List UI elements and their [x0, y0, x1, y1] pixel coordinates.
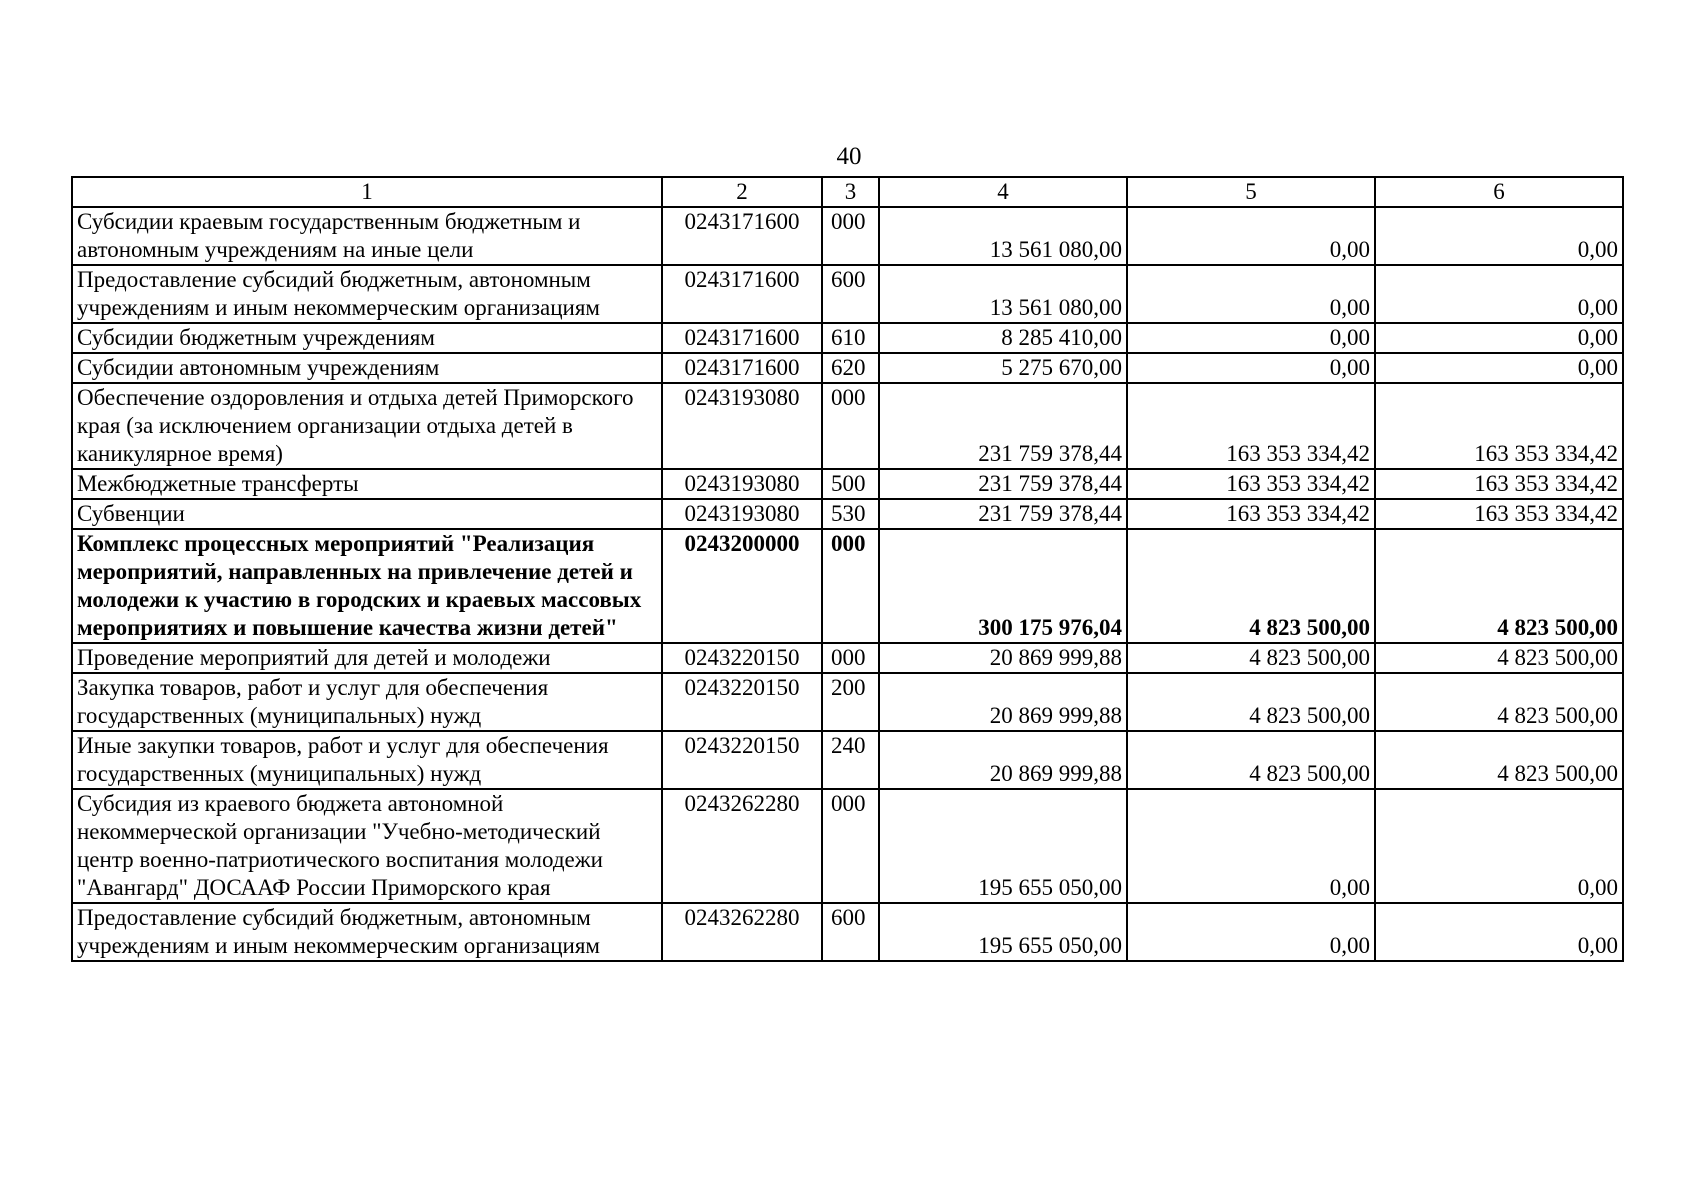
amount-col4-cell: 231 759 378,44 [879, 499, 1127, 529]
amount-col6-cell: 0,00 [1375, 789, 1623, 903]
amount-col5-cell: 0,00 [1127, 265, 1375, 323]
row-name-cell: Закупка товаров, работ и услуг для обеспечения государственных (муниципальных) нужд [72, 673, 662, 731]
amount-col4-cell: 231 759 378,44 [879, 469, 1127, 499]
budget-code-cell: 0243262280 [662, 789, 822, 903]
row-name-cell: Субсидии автономным учреждениям [72, 353, 662, 383]
column-header: 1 [72, 177, 662, 207]
row-name-cell: Обеспечение оздоровления и отдыха детей Приморского края (за исключением организации отдыха детей в каникулярное время) [72, 383, 662, 469]
expense-type-cell: 620 [822, 353, 879, 383]
amount-col5-cell: 0,00 [1127, 353, 1375, 383]
table-row [72, 265, 1623, 323]
amount-col5-cell: 4 823 500,00 [1127, 643, 1375, 673]
expense-type-cell: 000 [822, 529, 879, 643]
amount-col4-cell: 20 869 999,88 [879, 731, 1127, 789]
row-name-cell: Субвенции [72, 499, 662, 529]
amount-col6-cell: 4 823 500,00 [1375, 643, 1623, 673]
row-name-cell: Иные закупки товаров, работ и услуг для обеспечения государственных (муниципальных) нужд [72, 731, 662, 789]
budget-code-cell: 0243220150 [662, 731, 822, 789]
budget-code-cell: 0243171600 [662, 265, 822, 323]
row-name-cell: Субсидии бюджетным учреждениям [72, 323, 662, 353]
amount-col4-cell: 8 285 410,00 [879, 323, 1127, 353]
row-name-cell: Предоставление субсидий бюджетным, автономным учреждениям и иным некоммерческим организациям [72, 903, 662, 961]
amount-col6-cell: 0,00 [1375, 323, 1623, 353]
column-header: 3 [822, 177, 879, 207]
amount-col5-cell: 4 823 500,00 [1127, 529, 1375, 643]
amount-col5-cell: 0,00 [1127, 789, 1375, 903]
amount-col6-cell: 163 353 334,42 [1375, 499, 1623, 529]
expense-type-cell: 600 [822, 903, 879, 961]
table-row [72, 499, 1623, 529]
table-row [72, 383, 1623, 469]
amount-col4-cell: 300 175 976,04 [879, 529, 1127, 643]
table-row [72, 789, 1623, 903]
amount-col6-cell: 4 823 500,00 [1375, 673, 1623, 731]
amount-col5-cell: 163 353 334,42 [1127, 499, 1375, 529]
row-name-cell: Комплекс процессных мероприятий "Реализация мероприятий, направленных на привлечение детей и молодежи к участию в городских и краевых массовых мероприятиях и повышение качества жизни детей" [72, 529, 662, 643]
amount-col6-cell: 0,00 [1375, 903, 1623, 961]
expense-type-cell: 610 [822, 323, 879, 353]
amount-col4-cell: 20 869 999,88 [879, 643, 1127, 673]
budget-code-cell: 0243193080 [662, 499, 822, 529]
amount-col5-cell: 0,00 [1127, 903, 1375, 961]
table-row [72, 903, 1623, 961]
amount-col6-cell: 0,00 [1375, 265, 1623, 323]
header-row [72, 177, 1623, 207]
budget-code-cell: 0243220150 [662, 673, 822, 731]
amount-col6-cell: 4 823 500,00 [1375, 731, 1623, 789]
amount-col5-cell: 0,00 [1127, 207, 1375, 265]
amount-col5-cell: 4 823 500,00 [1127, 673, 1375, 731]
table-row [72, 643, 1623, 673]
amount-col4-cell: 13 561 080,00 [879, 265, 1127, 323]
column-header: 2 [662, 177, 822, 207]
page-number: 40 [836, 143, 862, 170]
expense-type-cell: 530 [822, 499, 879, 529]
amount-col4-cell: 13 561 080,00 [879, 207, 1127, 265]
amount-col6-cell: 0,00 [1375, 207, 1623, 265]
column-header: 6 [1375, 177, 1623, 207]
amount-col4-cell: 231 759 378,44 [879, 383, 1127, 469]
budget-code-cell: 0243171600 [662, 323, 822, 353]
expense-type-cell: 000 [822, 789, 879, 903]
budget-code-cell: 0243220150 [662, 643, 822, 673]
row-name-cell: Субсидия из краевого бюджета автономной некоммерческой организации "Учебно-методический центр военно-патриотического воспитания молодежи "Авангард" ДОСААФ России Приморского края [72, 789, 662, 903]
budget-code-cell: 0243171600 [662, 353, 822, 383]
column-header: 4 [879, 177, 1127, 207]
row-name-cell: Предоставление субсидий бюджетным, автономным учреждениям и иным некоммерческим организациям [72, 265, 662, 323]
amount-col6-cell: 163 353 334,42 [1375, 383, 1623, 469]
budget-code-cell: 0243171600 [662, 207, 822, 265]
table-row [72, 469, 1623, 499]
amount-col5-cell: 4 823 500,00 [1127, 731, 1375, 789]
amount-col4-cell: 195 655 050,00 [879, 903, 1127, 961]
amount-col6-cell: 163 353 334,42 [1375, 469, 1623, 499]
expense-type-cell: 000 [822, 207, 879, 265]
amount-col6-cell: 4 823 500,00 [1375, 529, 1623, 643]
row-name-cell: Субсидии краевым государственным бюджетным и автономным учреждениям на иные цели [72, 207, 662, 265]
budget-table [71, 176, 1624, 962]
table-row [72, 731, 1623, 789]
table-row [72, 353, 1623, 383]
amount-col6-cell: 0,00 [1375, 353, 1623, 383]
column-header: 5 [1127, 177, 1375, 207]
expense-type-cell: 200 [822, 673, 879, 731]
table-row [72, 207, 1623, 265]
amount-col5-cell: 0,00 [1127, 323, 1375, 353]
amount-col5-cell: 163 353 334,42 [1127, 383, 1375, 469]
row-name-cell: Межбюджетные трансферты [72, 469, 662, 499]
budget-code-cell: 0243193080 [662, 469, 822, 499]
amount-col4-cell: 20 869 999,88 [879, 673, 1127, 731]
row-name-cell: Проведение мероприятий для детей и молодежи [72, 643, 662, 673]
budget-code-cell: 0243200000 [662, 529, 822, 643]
expense-type-cell: 000 [822, 643, 879, 673]
amount-col4-cell: 195 655 050,00 [879, 789, 1127, 903]
amount-col4-cell: 5 275 670,00 [879, 353, 1127, 383]
expense-type-cell: 000 [822, 383, 879, 469]
budget-table-body [72, 177, 1623, 961]
amount-col5-cell: 163 353 334,42 [1127, 469, 1375, 499]
table-row [72, 673, 1623, 731]
table-row [72, 529, 1623, 643]
expense-type-cell: 500 [822, 469, 879, 499]
expense-type-cell: 240 [822, 731, 879, 789]
expense-type-cell: 600 [822, 265, 879, 323]
budget-code-cell: 0243262280 [662, 903, 822, 961]
budget-code-cell: 0243193080 [662, 383, 822, 469]
table-row [72, 323, 1623, 353]
